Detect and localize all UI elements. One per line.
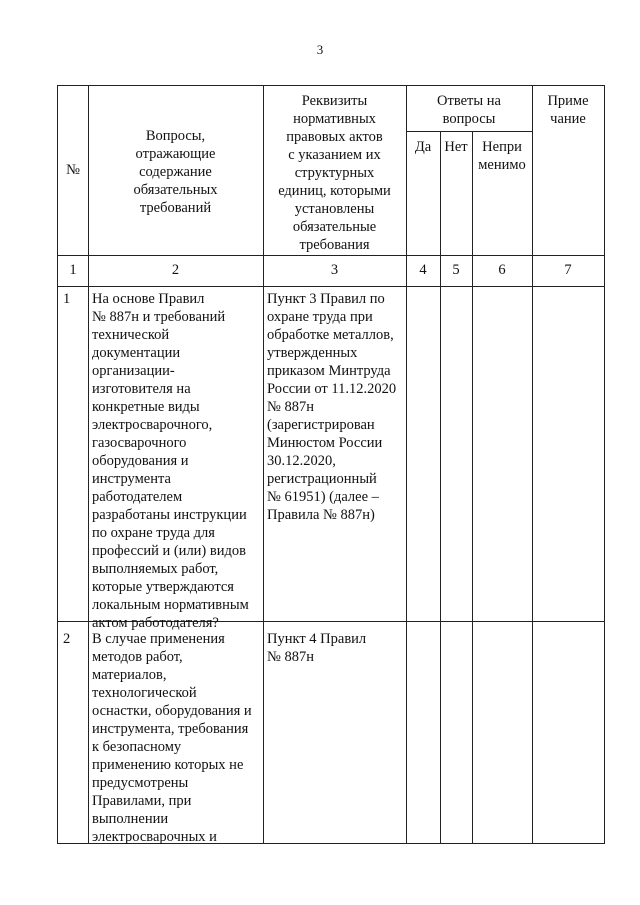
column-number: 5 bbox=[452, 262, 460, 278]
header-no: Нет bbox=[444, 139, 468, 155]
page-number: 3 bbox=[316, 42, 324, 57]
header-num: № bbox=[66, 162, 80, 178]
column-number: 4 bbox=[419, 262, 427, 278]
header-yes: Да bbox=[414, 139, 432, 155]
table-border-left bbox=[57, 85, 58, 844]
row-requisite: Пункт 3 Правил по охране труда при обработке металлов, утвержденных приказом Минтруда России от 11.12.2020 № 887н (зарегистрирован Минюстом России 30.12.2020, регистрационный № 61951) (далее – Правила № 887н) bbox=[267, 291, 397, 523]
col-divider-6 bbox=[532, 85, 533, 844]
row-question: В случае применения методов работ, материалов, технологической оснастки, оборудования и инструмента, требования к безопасному применению которых не предусмотрены Правилами, при выполнении электросварочных и bbox=[92, 631, 252, 845]
col-divider-5 bbox=[472, 131, 473, 844]
row-number: 1 bbox=[63, 291, 71, 307]
header-answers: Ответы на вопросы bbox=[437, 93, 501, 127]
table-border-right bbox=[604, 85, 605, 844]
header-note: Приме чание bbox=[547, 93, 589, 127]
col-divider-4 bbox=[440, 131, 441, 844]
header-bottom-line bbox=[57, 255, 605, 256]
column-numbers-bottom-line bbox=[57, 286, 605, 287]
row-requisite: Пункт 4 Правил № 887н bbox=[267, 631, 367, 665]
column-number: 3 bbox=[330, 262, 339, 278]
checklist-table bbox=[57, 85, 605, 844]
row-question: На основе Правил № 887н и требований технической документации организации- изготовителя на конкретные виды электросварочного, газосварочного оборудования и инструмента работодателем разработаны инструкции по охране труда для профессий и (или) видов выполняемых работ, которые утверждаются локальным нормативным актом работодателя? bbox=[92, 291, 249, 631]
table-border-top bbox=[57, 85, 605, 86]
column-number: 2 bbox=[171, 262, 180, 278]
header-requisites: Реквизиты нормативных правовых актов с указанием их структурных единиц, которыми установлены обязательные требования bbox=[278, 93, 391, 253]
column-number: 6 bbox=[498, 262, 506, 278]
header-not-applicable: Непри менимо bbox=[478, 139, 526, 173]
answers-header-divider bbox=[406, 131, 532, 132]
column-number: 1 bbox=[69, 262, 77, 278]
row-number: 2 bbox=[63, 631, 71, 647]
col-divider-3 bbox=[406, 85, 407, 844]
header-questions: Вопросы, отражающие содержание обязательных требований bbox=[133, 128, 218, 216]
column-number: 7 bbox=[564, 262, 572, 278]
